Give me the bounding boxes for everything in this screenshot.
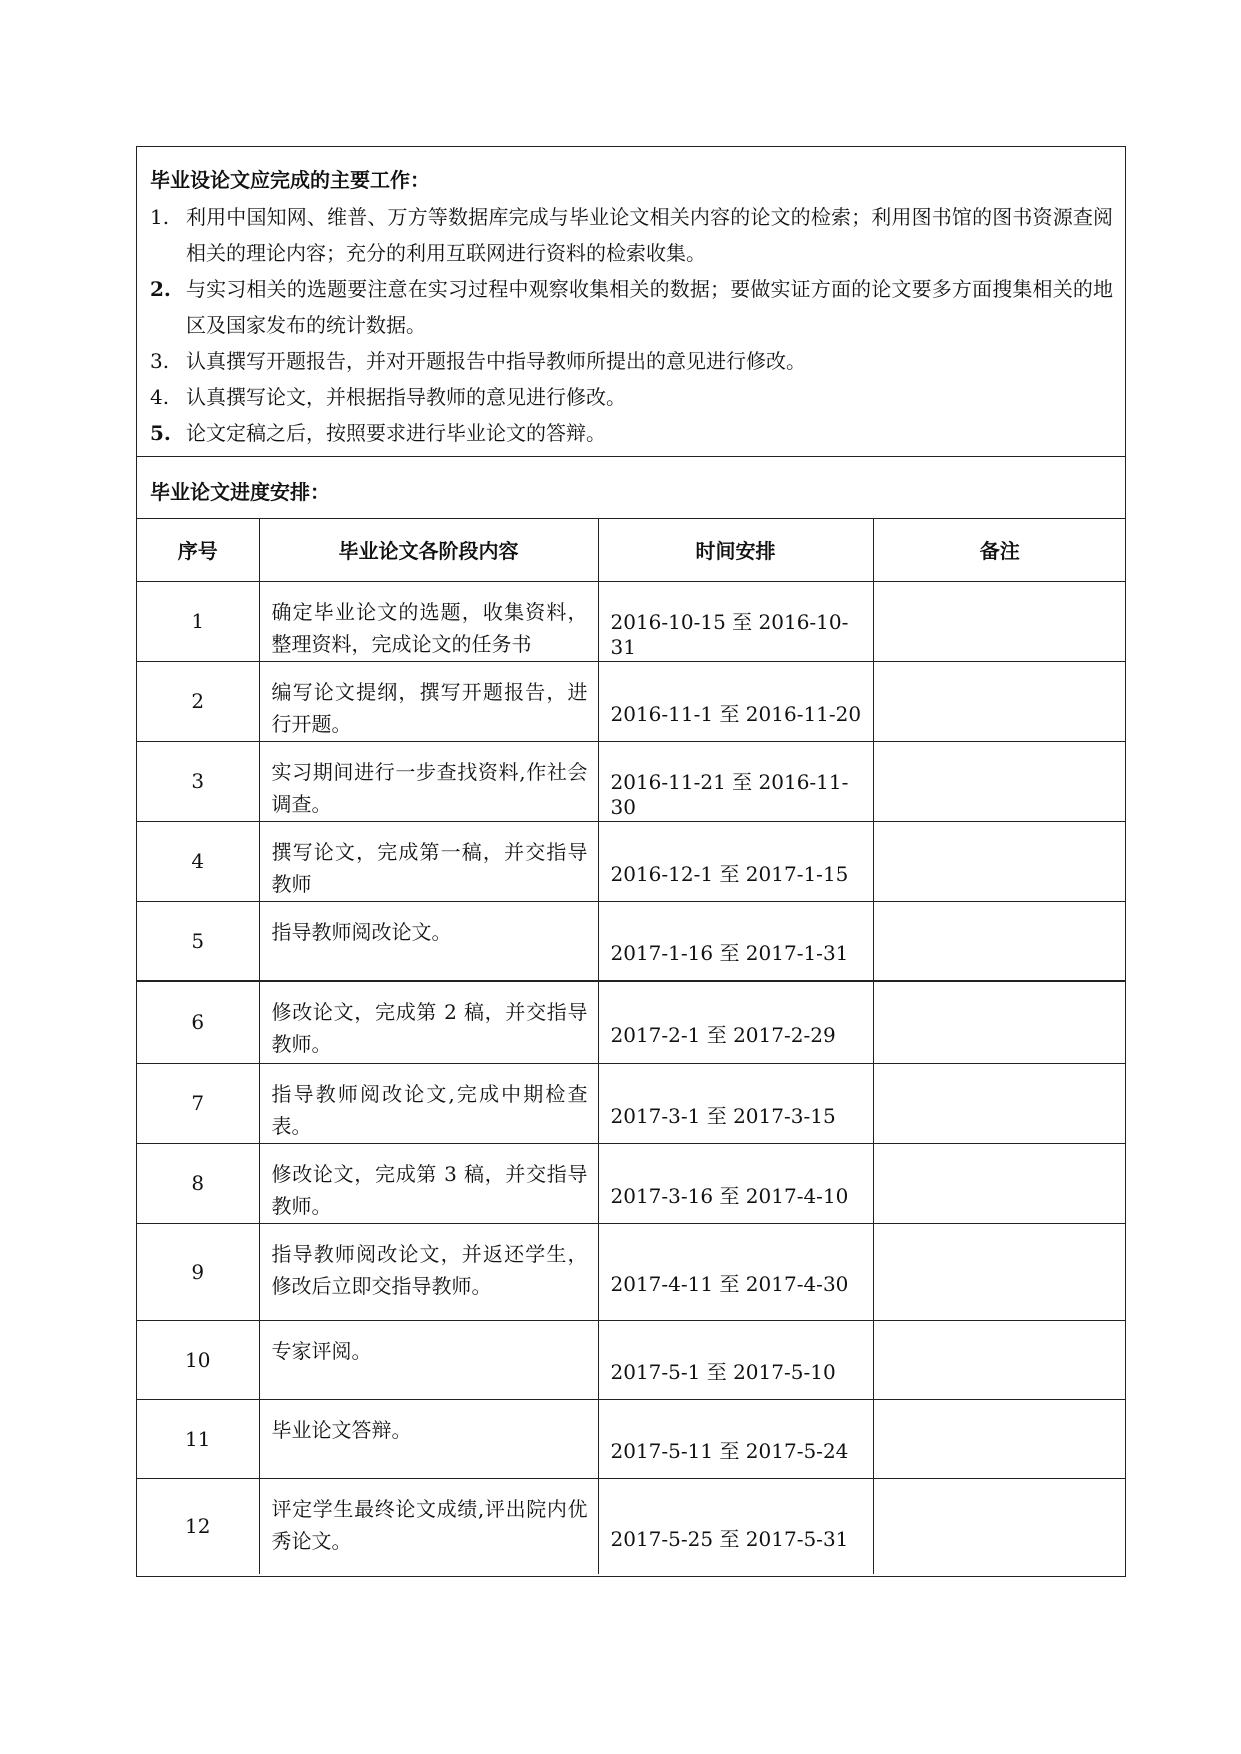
work-item-number: 2.	[150, 277, 171, 301]
row-time-cell: 2016-11-21 至 2016-11-30	[598, 741, 873, 821]
row-note-cell	[873, 581, 1126, 661]
work-item-text: 与实习相关的选题要注意在实习过程中观察收集相关的数据；要做实证方面的论文要多方面搜集相关的地区及国家发布的统计数据。	[186, 277, 1113, 337]
row-content-cell: 编写论文提纲，撰写开题报告，进行开题。	[259, 661, 598, 741]
row-content-cell: 指导教师阅改论文。	[259, 901, 598, 981]
row-time-cell: 2017-5-1 至 2017-5-10	[598, 1320, 873, 1399]
row-note-cell	[873, 1143, 1126, 1223]
table-row	[137, 741, 1126, 821]
row-seq-cell: 11	[137, 1399, 259, 1478]
row-seq-cell: 6	[137, 981, 259, 1063]
row-seq-cell: 2	[137, 661, 259, 741]
row-seq-cell: 12	[137, 1478, 259, 1574]
table-row	[137, 661, 1126, 741]
work-item	[149, 343, 1113, 379]
row-note-cell	[873, 901, 1126, 981]
row-time-cell: 2017-3-16 至 2017-4-10	[598, 1143, 873, 1223]
row-seq-cell: 7	[137, 1063, 259, 1143]
row-seq-cell: 4	[137, 821, 259, 901]
row-note-cell	[873, 1063, 1126, 1143]
table-row	[137, 901, 1126, 981]
work-item-text: 认真撰写论文，并根据指导教师的意见进行修改。	[186, 385, 626, 409]
row-seq-cell: 8	[137, 1143, 259, 1223]
row-content-cell: 指导教师阅改论文，并返还学生，修改后立即交指导教师。	[259, 1223, 598, 1320]
row-seq-cell: 10	[137, 1320, 259, 1399]
row-note-cell	[873, 661, 1126, 741]
row-content-cell: 确定毕业论文的选题，收集资料，整理资料，完成论文的任务书	[259, 581, 598, 661]
row-content-cell: 实习期间进行一步查找资料,作社会调查。	[259, 741, 598, 821]
work-item-text: 论文定稿之后，按照要求进行毕业论文的答辩。	[186, 421, 606, 445]
row-time-cell: 2017-2-1 至 2017-2-29	[598, 981, 873, 1063]
table-header-row	[137, 519, 1126, 581]
row-seq-cell: 9	[137, 1223, 259, 1320]
row-time-cell: 2017-1-16 至 2017-1-31	[598, 901, 873, 981]
row-seq-cell: 3	[137, 741, 259, 821]
row-time-cell: 2016-11-1 至 2016-11-20	[598, 661, 873, 741]
row-time-cell: 2017-4-11 至 2017-4-30	[598, 1223, 873, 1320]
schedule-heading: 毕业论文进度安排：	[150, 480, 330, 504]
document-frame	[136, 146, 1126, 1577]
table-row	[137, 581, 1126, 661]
row-content-cell: 毕业论文答辩。	[259, 1399, 598, 1478]
row-content-cell: 评定学生最终论文成绩,评出院内优秀论文。	[259, 1478, 598, 1574]
table-row	[137, 981, 1126, 1063]
schedule-table	[137, 519, 1126, 1574]
row-seq-cell: 5	[137, 901, 259, 981]
row-note-cell	[873, 1399, 1126, 1478]
row-time-cell: 2017-5-11 至 2017-5-24	[598, 1399, 873, 1478]
row-content-cell: 修改论文，完成第 3 稿，并交指导教师。	[259, 1143, 598, 1223]
work-item	[149, 415, 1113, 451]
row-content-cell: 撰写论文，完成第一稿，并交指导教师	[259, 821, 598, 901]
work-item-number: 4.	[150, 385, 170, 409]
work-item-text: 认真撰写开题报告，并对开题报告中指导教师所提出的意见进行修改。	[186, 349, 806, 373]
row-note-cell	[873, 1320, 1126, 1399]
table-row	[137, 1478, 1126, 1574]
work-item-number: 3.	[150, 349, 170, 373]
work-item	[149, 379, 1113, 415]
row-content-cell: 专家评阅。	[259, 1320, 598, 1399]
row-note-cell	[873, 821, 1126, 901]
row-time-cell: 2016-12-1 至 2017-1-15	[598, 821, 873, 901]
row-content-cell: 修改论文，完成第 2 稿，并交指导教师。	[259, 981, 598, 1063]
work-item-text: 利用中国知网、维普、万方等数据库完成与毕业论文相关内容的论文的检索；利用图书馆的图书资源查阅相关的理论内容；充分的利用互联网进行资料的检索收集。	[186, 205, 1113, 265]
column-header-time: 时间安排	[598, 519, 873, 581]
row-note-cell	[873, 741, 1126, 821]
main-work-section	[137, 147, 1125, 457]
row-seq-cell: 1	[137, 581, 259, 661]
table-row	[137, 1320, 1126, 1399]
row-time-cell: 2017-3-1 至 2017-3-15	[598, 1063, 873, 1143]
work-item-number: 5.	[150, 421, 171, 445]
row-time-cell: 2017-5-25 至 2017-5-31	[598, 1478, 873, 1574]
schedule-section-header	[137, 457, 1125, 519]
row-content-cell: 指导教师阅改论文,完成中期检查表。	[259, 1063, 598, 1143]
main-work-heading: 毕业设论文应完成的主要工作：	[150, 168, 430, 192]
table-row	[137, 1223, 1126, 1320]
column-header-seq: 序号	[137, 519, 259, 581]
table-row	[137, 821, 1126, 901]
table-row	[137, 1399, 1126, 1478]
table-row	[137, 1063, 1126, 1143]
work-item	[149, 271, 1113, 343]
row-note-cell	[873, 1478, 1126, 1574]
column-header-note: 备注	[873, 519, 1126, 581]
row-time-cell: 2016-10-15 至 2016-10-31	[598, 581, 873, 661]
work-item-number: 1.	[150, 205, 170, 229]
column-header-content: 毕业论文各阶段内容	[259, 519, 598, 581]
schedule-table-body	[137, 581, 1126, 1574]
row-note-cell	[873, 1223, 1126, 1320]
row-note-cell	[873, 981, 1126, 1063]
work-item	[149, 199, 1113, 271]
table-row	[137, 1143, 1126, 1223]
